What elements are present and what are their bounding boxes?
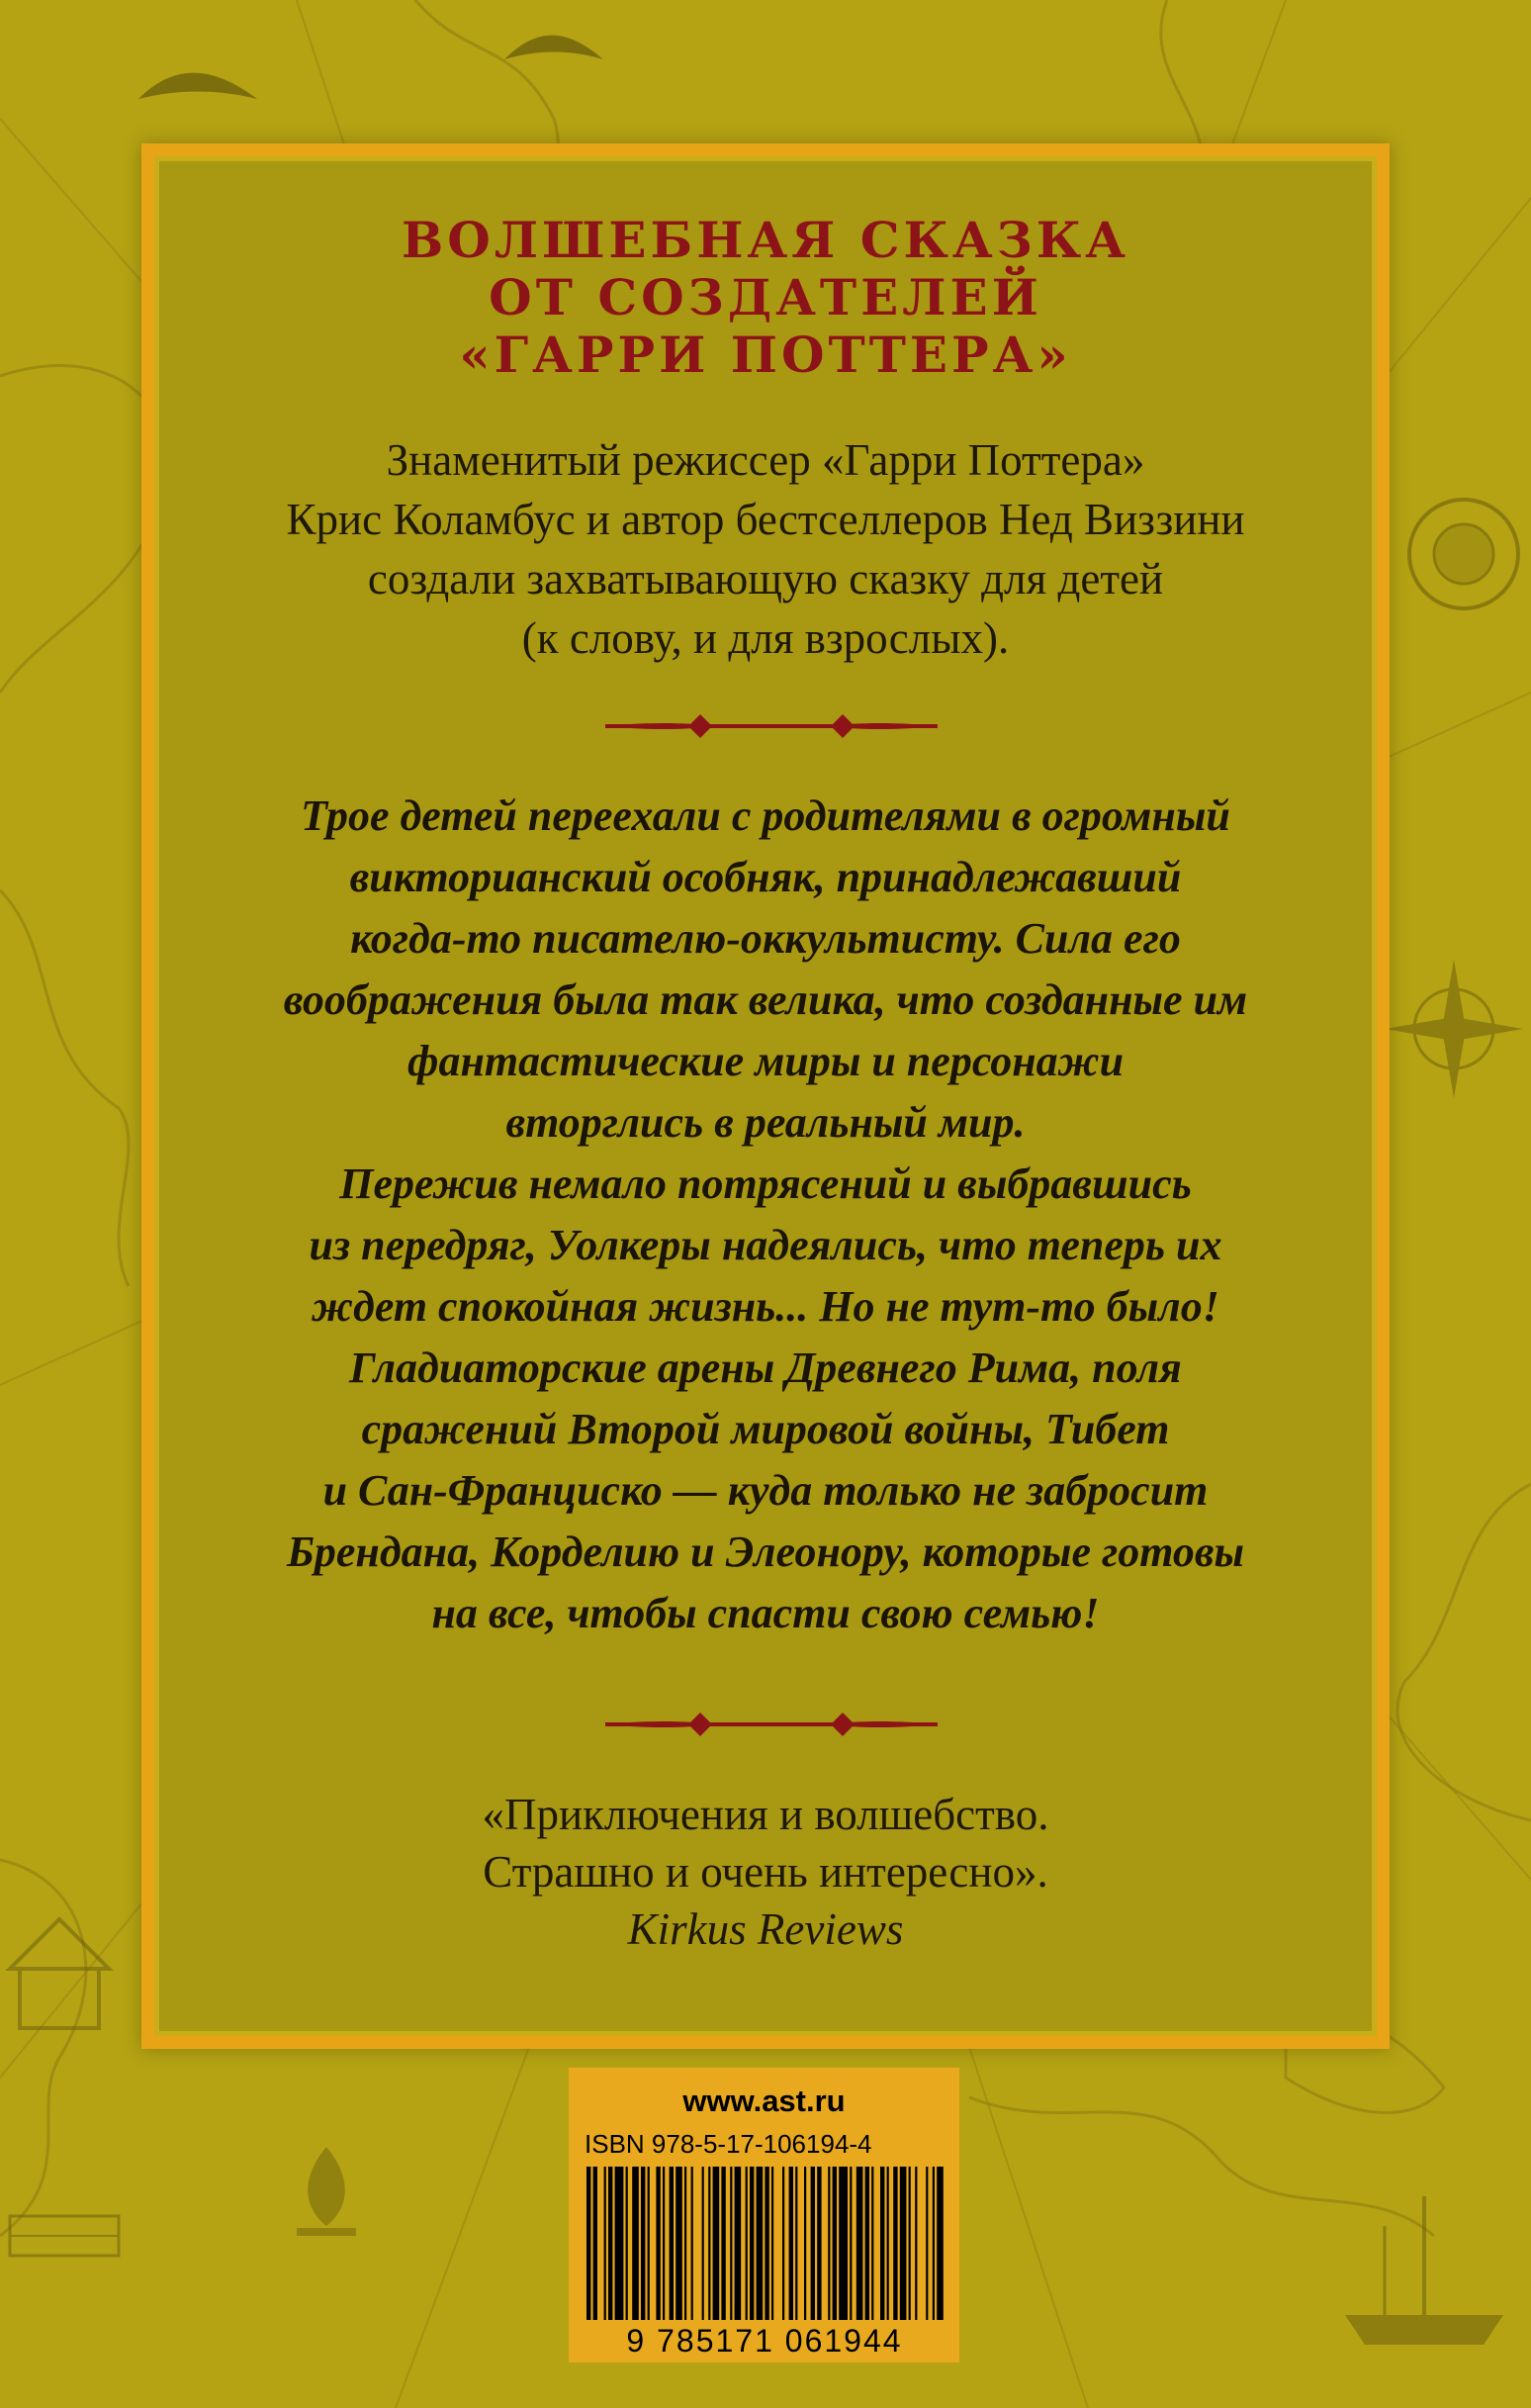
heading-line: «ГАРРИ ПОТТЕРА» bbox=[459, 325, 1072, 384]
description-line: когда-то писателю-оккультисту. Сила его bbox=[350, 914, 1181, 963]
barcode-bar bbox=[641, 2167, 645, 2320]
barcode-bar bbox=[811, 2167, 815, 2320]
ship-icon bbox=[1345, 2196, 1503, 2345]
barcode-bar bbox=[656, 2167, 660, 2320]
text-panel bbox=[141, 143, 1390, 2049]
description-line: Гладиаторские арены Древнего Рима, поля bbox=[349, 1343, 1182, 1392]
compass-rose-icon bbox=[1385, 960, 1523, 1098]
barcode-bar bbox=[691, 2167, 693, 2320]
barcode-bar bbox=[670, 2167, 674, 2320]
barcode-bar bbox=[750, 2167, 754, 2320]
barcode-bar bbox=[839, 2167, 848, 2320]
isbn-text: ISBN 978-5-17-106194-4 bbox=[585, 2129, 872, 2159]
description-line: ждет спокойная жизнь... Но не тут-то было! bbox=[312, 1282, 1219, 1331]
barcode-bar bbox=[765, 2167, 768, 2320]
ruler-icon bbox=[10, 2216, 119, 2256]
barcode-bar bbox=[926, 2167, 928, 2320]
barcode-bar bbox=[608, 2167, 612, 2320]
barcode-bar bbox=[648, 2167, 650, 2320]
barcode-bar bbox=[887, 2167, 889, 2320]
review-line: «Приключения и волшебство. bbox=[482, 1790, 1049, 1839]
barcode-bar bbox=[632, 2167, 639, 2320]
ornament-divider-icon bbox=[605, 1705, 938, 1744]
barcode-bar bbox=[850, 2167, 852, 2320]
barcode-bar bbox=[713, 2167, 720, 2320]
barcode-digits: 9 785171 061944 bbox=[626, 2323, 903, 2359]
description-line: Брендана, Корделию и Элеонору, которые готовы bbox=[286, 1528, 1245, 1576]
description-line: на все, чтобы спасти свою семью! bbox=[431, 1589, 1100, 1637]
description-line: викторианский особняк, принадлежавший bbox=[349, 853, 1182, 901]
heading-line: ОТ СОЗДАТЕЛЕЙ bbox=[489, 268, 1042, 326]
barcode-bar bbox=[933, 2167, 935, 2320]
barcode-bar bbox=[856, 2167, 863, 2320]
barcode-bar bbox=[586, 2167, 590, 2320]
review-line: Страшно и очень интересно». bbox=[483, 1847, 1048, 1897]
barcode-bar bbox=[757, 2167, 764, 2320]
barcode-bar bbox=[663, 2167, 665, 2320]
barcode-bar bbox=[828, 2167, 830, 2320]
barcode-bar bbox=[684, 2167, 686, 2320]
description-line: и Сан-Франциско — куда только не забросит bbox=[322, 1466, 1209, 1515]
barcode-bar bbox=[708, 2167, 710, 2320]
coastline bbox=[0, 890, 129, 1286]
sun-compass-icon bbox=[1409, 500, 1518, 608]
publisher-url: www.ast.ru bbox=[682, 2084, 846, 2118]
description-line: воображения была так велика, что созданные им bbox=[283, 975, 1248, 1024]
barcode-bar bbox=[593, 2167, 597, 2320]
barcode-bar bbox=[675, 2167, 682, 2320]
barcode-bar bbox=[746, 2167, 748, 2320]
barcode-bar bbox=[909, 2167, 911, 2320]
barcode-block bbox=[569, 2068, 959, 2362]
barcode-bar bbox=[771, 2167, 773, 2320]
barcode-bar bbox=[880, 2167, 884, 2320]
barcode-bar bbox=[626, 2167, 628, 2320]
coastline bbox=[1397, 1484, 1531, 1820]
intro-line: Крис Коламбус и автор бестселлеров Нед Виззини bbox=[286, 495, 1245, 544]
barcode-bar bbox=[721, 2167, 725, 2320]
bird-icon bbox=[504, 36, 603, 59]
barcode-bar bbox=[817, 2167, 821, 2320]
description-line: Пережив немало потрясений и выбравшись bbox=[339, 1159, 1192, 1208]
intro-line: Знаменитый режиссер «Гарри Поттера» bbox=[386, 435, 1145, 485]
barcode-bar bbox=[735, 2167, 742, 2320]
coastline bbox=[0, 1860, 86, 2236]
barcode-bar bbox=[730, 2167, 732, 2320]
description-line: фантастические миры и персонажи bbox=[406, 1037, 1125, 1085]
barcode-bar bbox=[604, 2167, 606, 2320]
barcode-bar bbox=[937, 2167, 944, 2320]
barcode-bar bbox=[833, 2167, 837, 2320]
description-line: сражений Второй мировой войны, Тибет bbox=[361, 1405, 1170, 1453]
barcode-bars bbox=[583, 2167, 945, 2320]
ornament-divider-icon bbox=[605, 706, 938, 746]
description-line: Трое детей переехали с родителями в огромный bbox=[301, 791, 1230, 840]
barcode-bar bbox=[782, 2167, 784, 2320]
house-icon bbox=[10, 1919, 109, 2028]
review-source: Kirkus Reviews bbox=[627, 1904, 904, 1954]
barcode-bar bbox=[871, 2167, 873, 2320]
barcode-bar bbox=[795, 2167, 797, 2320]
barcode-bar bbox=[804, 2167, 806, 2320]
barcode-bar bbox=[900, 2167, 907, 2320]
description-line: из передряг, Уолкеры надеялись, что теперь их bbox=[309, 1221, 1222, 1269]
barcode-bar bbox=[865, 2167, 869, 2320]
barcode-bar bbox=[615, 2167, 624, 2320]
description-line: вторглись в реальный мир. bbox=[505, 1098, 1026, 1147]
barcode-bar bbox=[893, 2167, 897, 2320]
coastline bbox=[969, 2097, 1434, 2236]
intro-line: создали захватывающую сказку для детей bbox=[367, 554, 1164, 603]
barcode-bar bbox=[915, 2167, 917, 2320]
heading-line: ВОЛШЕБНАЯ СКАЗКА bbox=[402, 211, 1129, 269]
fleur-de-lis-icon bbox=[297, 2147, 356, 2236]
barcode-bar bbox=[702, 2167, 704, 2320]
barcode-bar bbox=[789, 2167, 793, 2320]
intro-line: (к слову, и для взрослых). bbox=[521, 613, 1010, 663]
bird-icon bbox=[138, 73, 257, 99]
